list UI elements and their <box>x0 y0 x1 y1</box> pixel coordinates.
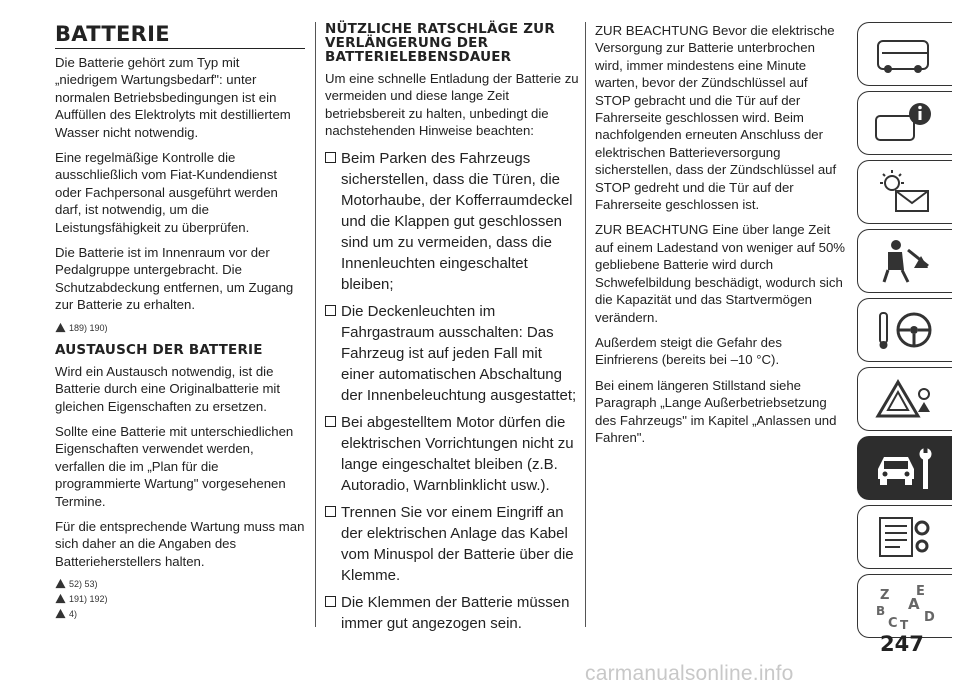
technical-data-icon <box>870 512 940 562</box>
hazard-warning-icon <box>870 374 940 424</box>
list-item: Die Deckenleuchten im Fahrgastraum ausschalten: Das Fahrzeug ist auf jeden Fall mit einer automatischen Abschaltung der Innenbeleuchtung ausgestattet; <box>325 301 579 406</box>
paragraph: Die Batterie gehört zum Typ mit „niedrigem Wartungsbedarf": unter normalen Betriebsbedingungen ist ein Auffüllen des Elektrolyts mit destilliertem Wasser nicht notwendig. <box>55 55 291 140</box>
dashboard-lights-icon <box>870 167 940 217</box>
tab-emergency[interactable] <box>857 367 952 431</box>
airbag-safety-icon <box>870 236 940 286</box>
paragraph: Bei einem längeren Stillstand siehe Paragraph „Lange Außerbetriebsetzung des Fahrzeugs" im Kapitel „Anlassen und Fahren". <box>595 377 837 445</box>
list-item: Die Klemmen der Batterie müssen immer gut angezogen sein. <box>325 592 579 634</box>
index-letter: C <box>888 616 898 631</box>
index-letter: D <box>924 610 935 625</box>
steering-wheel-key-icon <box>870 305 940 355</box>
list-item: Bei abgestelltem Motor dürfen die elektrischen Vorrichtungen nicht zu lange eingeschaltet bleiben (z.B. Autoradio, Warnblinklicht usw.). <box>325 412 579 496</box>
paragraph: Eine regelmäßige Kontrolle die ausschließlich vom Fiat-Kundendienst oder Fachpersonal ausgeführt werden darf, ist notwendig, um die Leistungsfähigkeit zu überprüfen. <box>55 150 278 235</box>
tab-starting-driving[interactable] <box>857 298 952 362</box>
paragraph: Um eine schnelle Entladung der Batterie zu vermeiden und diese lange Zeit betriebsbereit zu halten, unbedingt die nachstehenden Hinweise beachten: <box>325 71 579 139</box>
column-notes <box>595 22 845 454</box>
car-info-icon <box>870 29 940 79</box>
info-icon <box>870 98 940 148</box>
paragraph: Sollte eine Batterie mit unterschiedlichen Eigenschaften verwendet werden, verfallen die im „Plan für die programmierte Wartung" vorgesehenen Termine. <box>55 423 294 509</box>
tab-safety[interactable] <box>857 229 952 293</box>
alphabetical-index-icon <box>870 581 940 631</box>
tab-technical-data[interactable] <box>857 505 952 569</box>
car-maintenance-icon <box>870 443 940 493</box>
paragraph: ZUR BEACHTUNG Bevor die elektrische Versorgung zur Batterie unterbrochen wird, immer mindestens eine Minute warten, bevor der Zündschlüssel auf STOP gebracht und die Tür auf der Fahrerseite geschlossen wird. Beim nachfolgenden erneuten Anschluss der elektrischen Batterieversorgung sicherstellen, dass der Zündschlüssel auf STOP gedreht und die Tür auf der Fahrerseite geschlossen ist. <box>595 23 837 213</box>
tab-info[interactable] <box>857 91 952 155</box>
index-letter: A <box>908 595 920 613</box>
index-letter: T <box>900 618 909 631</box>
tab-dashboard-lights[interactable] <box>857 160 952 224</box>
warning-reference: 189) 190) <box>55 322 305 333</box>
checkbox-bullet-icon <box>325 152 336 163</box>
checkbox-bullet-icon <box>325 506 336 517</box>
warning-triangle-icon <box>55 593 66 604</box>
tab-car-info[interactable] <box>857 22 952 86</box>
subsection-title: AUSTAUSCH DER BATTERIE <box>55 341 263 358</box>
paragraph: Außerdem steigt die Gefahr des Einfrierens (bereits bei –10 °C). <box>595 334 782 368</box>
warning-triangle-icon <box>55 322 66 333</box>
paragraph: Für die entsprechende Wartung muss man sich daher an die Angaben des Batterieherstellers halten. <box>55 518 305 569</box>
tab-maintenance[interactable] <box>857 436 952 500</box>
paragraph: ZUR BEACHTUNG Eine über lange Zeit auf einem Ladestand von weniger auf 50% gebliebene Batterie wird durch Schwefelbildung beschädigt, wodurch sich die Kapazität und das Startvermögen verändern. <box>595 222 846 325</box>
list-item: Trennen Sie vor einem Eingriff an der elektrischen Anlage das Kabel vom Minuspol der Batterie über die Klemme. <box>325 502 579 586</box>
column-divider-2 <box>585 22 586 627</box>
checkbox-bullet-icon <box>325 596 336 607</box>
warning-triangle-icon <box>55 578 66 589</box>
warning-reference: 4) <box>55 608 305 619</box>
warning-reference: 52) 53) <box>55 578 305 589</box>
watermark: carmanualsonline.info <box>585 662 794 685</box>
tips-list <box>325 148 579 634</box>
tab-index[interactable] <box>857 574 952 638</box>
index-letter: E <box>916 584 925 599</box>
list-item: Beim Parken des Fahrzeugs sicherstellen, dass die Türen, die Motorhaube, der Kofferraumdeckel und die Klappen gut geschlossen sind um zu vermeiden, dass die Innenleuchten eingeschaltet bleiben; <box>325 148 579 295</box>
column-battery <box>55 22 305 623</box>
checkbox-bullet-icon <box>325 305 336 316</box>
index-letter: B <box>876 604 886 618</box>
paragraph: Wird ein Austausch notwendig, ist die Batterie durch eine Originalbatterie mit gleichen Eigenschaften zu ersetzen. <box>55 363 281 414</box>
column-divider-1 <box>315 22 316 627</box>
warning-triangle-icon <box>55 608 66 619</box>
chapter-tabs <box>857 22 952 643</box>
checkbox-bullet-icon <box>325 416 336 427</box>
section-title: BATTERIE <box>55 22 305 49</box>
page-number: 247 <box>880 632 924 656</box>
index-letter: Z <box>880 588 890 603</box>
column-tips <box>325 22 579 640</box>
warning-reference: 191) 192) <box>55 593 305 604</box>
paragraph: Die Batterie ist im Innenraum vor der Pedalgruppe untergebracht. Die Schutzabdeckung entfernen, um Zugang zur Batterie zu erhalten. <box>55 245 294 313</box>
subsection-title: NÜTZLICHE RATSCHLÄGE ZUR VERLÄNGERUNG DER BATTERIELEBENSDAUER <box>325 21 555 65</box>
